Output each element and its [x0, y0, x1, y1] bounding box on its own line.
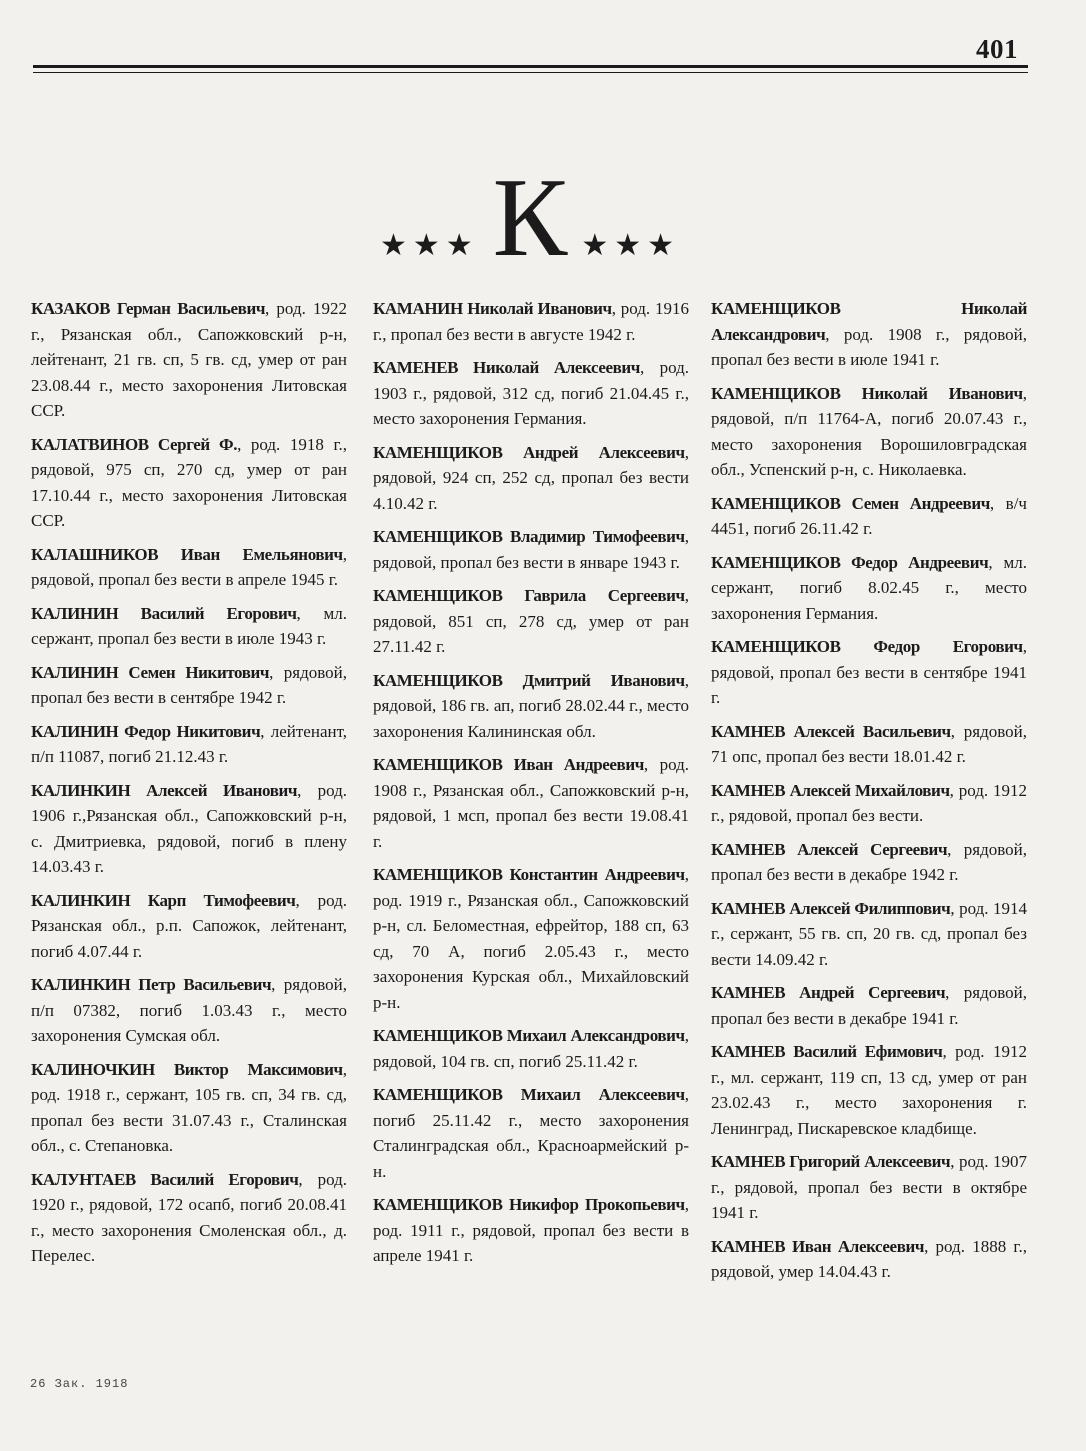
entry: [711, 550, 1027, 627]
header-rule-thin: [33, 72, 1028, 73]
entry-name: КАМЕНЩИКОВ Дмитрий Иванович: [373, 670, 685, 690]
entry: [373, 296, 689, 347]
entry-name: КАЛУНТАЕВ Василий Егорович: [31, 1169, 299, 1189]
page-number: 401: [976, 34, 1018, 64]
entry-details: , род. Рязанская обл., р.п. Сапожок, лейтенант, погиб 4.07.44 г.: [31, 890, 347, 961]
entry: [31, 1167, 347, 1269]
entry-name: КАМНЕВ Алексей Филиппович: [711, 898, 951, 918]
entry: [373, 862, 689, 1015]
entry-name: КАЛИНКИН Карп Тимофеевич: [31, 890, 296, 910]
entry: [31, 719, 347, 770]
entry-details: , род. 1912 г., рядовой, пропал без вести.: [711, 780, 1027, 825]
entry: [31, 542, 347, 593]
entry-name: КАМНЕВ Алексей Михайлович: [711, 780, 950, 800]
entry-details: , род. 1919 г., Рязанская обл., Сапожковский р-н, сл. Беломестная, ефрейтор, 188 сп, 63 сд, 70 А, погиб 2.05.43 г., место захоронения Курская обл., Михайловский р-н.: [373, 865, 689, 1012]
entry-details: , рядовой, пропал без вести в декабре 1941 г.: [711, 983, 1028, 1028]
entry-details: , рядовой, пропал без вести в апреле 1945 г.: [31, 544, 347, 589]
entry: [711, 1039, 1027, 1141]
column-3: [711, 296, 1027, 1293]
entry-details: , рядовой, пропал без вести в сентябре 1941 г.: [711, 637, 1027, 707]
entry-details: , рядовой, 851 сп, 278 сд, умер от ран 27.11.42 г.: [373, 586, 689, 656]
stars-right-icon: ★★★: [581, 228, 681, 263]
entry-details: , рядовой, пропал без вести в сентябре 1942 г.: [31, 662, 347, 707]
printer-footer: 26 Зак. 1918: [30, 1377, 129, 1391]
entry-name: КАЛИНИН Семен Никитович: [31, 662, 270, 682]
entry: [31, 296, 347, 424]
entry-details: , погиб 25.11.42 г., место захоронения Сталинградская обл., Красноармейский р-н.: [373, 1085, 689, 1181]
entry: [711, 491, 1027, 542]
entry-name: КАМЕНЩИКОВ Семен Андреевич: [711, 493, 990, 513]
entry-name: КАЛИНИН Федор Никитович: [31, 721, 261, 741]
entry: [373, 583, 689, 660]
entry-details: , род. 1906 г.,Рязанская обл., Сапожковский р-н, с. Дмитриевка, рядовой, погиб в плену 14.03.43 г.: [31, 780, 347, 876]
entry: [31, 888, 347, 965]
entry: [373, 668, 689, 745]
entry-details: , в/ч 4451, погиб 26.11.42 г.: [711, 493, 1027, 538]
entry-details: , рядовой, 186 гв. ап, погиб 28.02.44 г., место захоронения Калининская обл.: [373, 670, 689, 741]
entry-name: КАЛАШНИКОВ Иван Емельянович: [31, 544, 343, 564]
entry: [31, 432, 347, 534]
entry-details: , рядовой, пропал без вести в декабре 1942 г.: [711, 839, 1027, 884]
entry: [711, 1149, 1027, 1226]
entry-name: КАМНЕВ Григорий Алексеевич: [711, 1152, 951, 1171]
entry: [711, 837, 1027, 888]
entry-details: , род. 1918 г., рядовой, 975 сп, 270 сд, умер от ран 17.10.44 г., место захоронения Литовская ССР.: [31, 434, 347, 530]
entry: [711, 634, 1027, 711]
header-rule-thick: [33, 65, 1028, 68]
entry-name: КАМЕНЕВ Николай Алексеевич: [373, 358, 640, 377]
entry: [711, 296, 1027, 373]
entry: [711, 719, 1027, 770]
entry-name: КАЛИНОЧКИН Виктор Максимович: [31, 1059, 343, 1079]
entry-details: , мл. сержант, пропал без вести в июле 1943 г.: [31, 603, 347, 648]
entry-name: КАМЕНЩИКОВ Владимир Тимофеевич: [373, 527, 685, 546]
entry-name: КАЛИНИН Василий Егорович: [31, 603, 297, 623]
entry-details: , рядовой, пропал без вести в январе 1943 г.: [373, 527, 689, 572]
entry-details: , род. 1908 г., рядовой, пропал без вести в июле 1941 г.: [711, 324, 1027, 369]
section-heading: [370, 156, 690, 281]
entry-details: , род. 1908 г., Рязанская обл., Сапожковский р-н, рядовой, 1 мсп, пропал без вести 19.08.41 г.: [373, 755, 689, 851]
entry: [373, 1023, 689, 1074]
column-1: [31, 296, 347, 1277]
entry: [373, 440, 689, 517]
entry-details: , род. 1888 г., рядовой, умер 14.04.43 г.: [711, 1236, 1027, 1281]
entry: [373, 1192, 689, 1269]
entry-name: КАМНЕВ Андрей Сергеевич: [711, 983, 946, 1002]
entry-details: , рядовой, 104 гв. сп, погиб 25.11.42 г.: [373, 1026, 689, 1071]
entry: [373, 524, 689, 575]
entry: [31, 972, 347, 1049]
entry: [373, 355, 689, 432]
entry-details: , рядовой, п/п 07382, погиб 1.03.43 г., место захоронения Сумская обл.: [31, 975, 347, 1045]
entry: [31, 601, 347, 652]
entry-details: , рядовой, 71 опс, пропал без вести 18.01.42 г.: [711, 721, 1027, 766]
entry-name: КАМЕНЩИКОВ Гаврила Сергеевич: [373, 586, 685, 605]
entry-details: , рядовой, п/п 11764-А, погиб 20.07.43 г., место захоронения Ворошиловградская обл., Успенский р-н, с. Николаевка.: [711, 383, 1027, 479]
entry: [31, 1057, 347, 1159]
entry: [711, 980, 1027, 1031]
entry-details: , род. 1907 г., рядовой, пропал без вести в октябре 1941 г.: [711, 1152, 1027, 1222]
entry-details: , рядовой, 924 сп, 252 сд, пропал без вести 4.10.42 г.: [373, 442, 689, 513]
entry-name: КАМЕНЩИКОВ Федор Егорович: [711, 637, 1023, 656]
entry: [31, 660, 347, 711]
entry-details: , род. 1920 г., рядовой, 172 осапб, погиб 20.08.41 г., место захоронения Смоленская обл., д. Перелес.: [31, 1169, 347, 1265]
entry-details: , род. 1918 г., сержант, 105 гв. сп, 34 гв. сд, пропал без вести 31.07.43 г., Сталинская обл., с. Степановка.: [31, 1059, 347, 1155]
section-letter: К: [492, 156, 568, 281]
entry-details: , лейтенант, п/п 11087, погиб 21.12.43 г.: [31, 721, 347, 766]
entry-name: КАМНЕВ Алексей Васильевич: [711, 721, 951, 741]
entry-name: КАЛИНКИН Петр Васильевич: [31, 975, 272, 994]
entry: [711, 1234, 1027, 1285]
entry-details: , род. 1916 г., пропал без вести в августе 1942 г.: [373, 299, 689, 344]
entry-name: КАМНЕВ Алексей Сергеевич: [711, 839, 948, 859]
entry-name: КАЛАТВИНОВ Сергей Ф.: [31, 434, 238, 454]
entry-name: КАМНЕВ Иван Алексеевич: [711, 1236, 925, 1256]
entry-details: , род. 1922 г., Рязанская обл., Сапожковский р-н, лейтенант, 21 гв. сп, 5 гв. сд, умер от ран 23.08.44 г., место захоронения Литовская ССР.: [31, 299, 347, 420]
entry-name: КАЗАКОВ Герман Васильевич: [31, 299, 266, 318]
entry: [31, 778, 347, 880]
entry-name: КАМЕНЩИКОВ Николай Александрович: [711, 299, 1027, 344]
entry: [711, 896, 1027, 973]
column-2: [373, 296, 689, 1277]
entry: [711, 778, 1027, 829]
entry-name: КАМНЕВ Василий Ефимович: [711, 1042, 943, 1061]
stars-left-icon: ★★★: [379, 228, 479, 263]
entry-name: КАМЕНЩИКОВ Иван Андреевич: [373, 755, 644, 774]
entry-name: КАМЕНЩИКОВ Никифор Прокопьевич: [373, 1195, 685, 1214]
entry-name: КАМАНИН Николай Иванович: [373, 299, 612, 318]
entry-name: КАМЕНЩИКОВ Андрей Алексеевич: [373, 442, 685, 462]
entry-details: , род. 1911 г., рядовой, пропал без вести в апреле 1941 г.: [373, 1195, 689, 1265]
entry-name: КАМЕНЩИКОВ Михаил Александрович: [373, 1026, 685, 1045]
entry-name: КАМЕНЩИКОВ Николай Иванович: [711, 383, 1023, 403]
entry-name: КАМЕНЩИКОВ Федор Андреевич: [711, 552, 989, 572]
entry: [711, 381, 1027, 483]
entry-details: , род. 1914 г., сержант, 55 гв. сп, 20 гв. сд, пропал без вести 14.09.42 г.: [711, 898, 1027, 969]
entry-name: КАМЕНЩИКОВ Михаил Алексеевич: [373, 1085, 685, 1104]
entry-details: , мл. сержант, погиб 8.02.45 г., место захоронения Германия.: [711, 552, 1027, 623]
entry: [373, 1082, 689, 1184]
entry-details: , род. 1912 г., мл. сержант, 119 сп, 13 сд, умер от ран 23.02.43 г., место захоронения г. Ленинград, Пискаревское кладбище.: [711, 1042, 1027, 1138]
entry: [373, 752, 689, 854]
entry-details: , род. 1903 г., рядовой, 312 сд, погиб 21.04.45 г., место захоронения Германия.: [373, 358, 689, 428]
entry-name: КАМЕНЩИКОВ Константин Андреевич: [373, 865, 685, 884]
entry-name: КАЛИНКИН Алексей Иванович: [31, 780, 298, 800]
